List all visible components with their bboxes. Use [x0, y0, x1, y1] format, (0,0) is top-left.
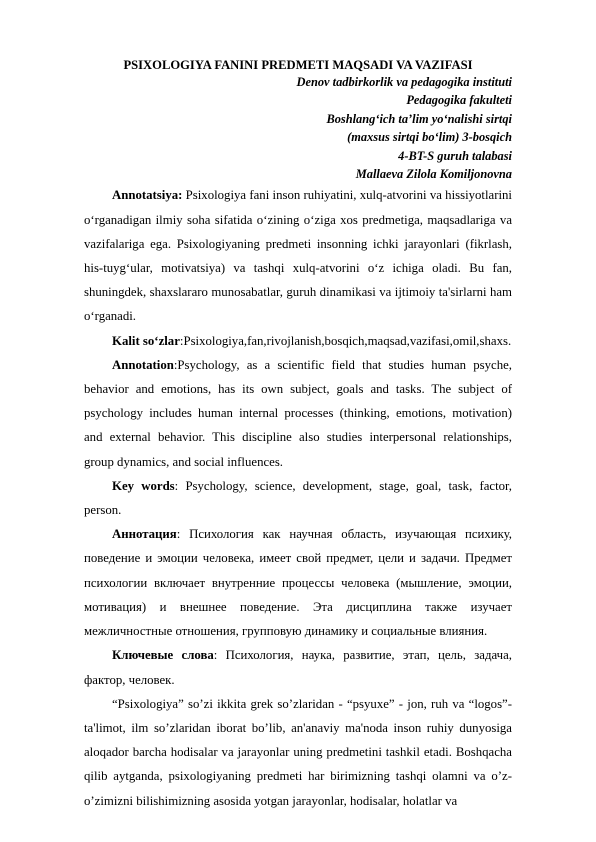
keywords-ru-label: Ключевые слова: [112, 648, 214, 663]
annotation-en-label: Annotation: [112, 357, 174, 372]
paper-title: PSIXOLOGIYA FANINI PREDMETI MAQSADI VA VAZIFASI: [123, 58, 473, 72]
author-name: Mallaeva Zilola Komiljonovna: [355, 167, 512, 182]
document-page: [84, 57, 512, 813]
annotation-en: [84, 353, 512, 474]
keywords-en-text: : Psychology, science, development, stage, goal, task, factor, person.: [84, 478, 513, 518]
keywords-ru-text: : Психология, наука, развитие, этап, цель, задача, фактор, человек.: [84, 648, 512, 687]
keywords-en: [84, 474, 512, 522]
author-stage: (maxsus sirtqi bo‘lim) 3-bosqich: [347, 130, 512, 145]
author-block: [84, 73, 512, 183]
annotation-uz-text: Psixologiya fani inson ruhiyatini, xulq-atvorini va hissiyotlarini o‘rganadigan ilmiy soha sifatida o‘zining o‘ziga xos predmetiga, maqsadlariga va vazifalariga ega. Psixologiyaning predmeti insonning ichki jarayonlari (fikrlash, his-tuyg‘ular, motivatsiya) va tashqi xulq-atvorini o‘z ichiga oladi. Bu fan, shuningdek, shaxslararo munosabatlar, guruh dinamikasi va ijtimoiy ta'sirlarni ham o‘rganadi.: [84, 188, 512, 324]
keywords-uz: [84, 329, 512, 353]
annotation-ru-text: : Психология как научная область, изучающая психику, поведение и эмоции человека, имеет свой предмет, цели и задачи. Предмет психологии включает внутренние процессы человека (мышление, эмоции, мотивация) и внешнее поведение. Эта дисциплина также изучает межличностные отношения, групповую динамику и социальные влияния.: [84, 527, 512, 639]
annotation-ru: [84, 522, 512, 643]
annotation-uz-label: Annotatsiya:: [112, 188, 183, 203]
keywords-ru: [84, 643, 512, 691]
author-program: Boshlang‘ich ta’lim yo‘nalishi sirtqi: [326, 111, 512, 126]
annotation-uz: [84, 183, 512, 328]
body-paragraph: “Psixologiya” so’zi ikkita grek so’zlaridan - “psyuxe” - jon, ruh va “logos”- ta'limot, ilm so’zlaridan iborat bo’lib, an'anaviy ma'noda inson ruhiy dunyosiga aloqador barcha hodisalar va jarayonlar uning predmetini tashkil etadi. Boshqacha qilib aytganda, psixologiyaning predmeti har birimizning tashqi olamni va o’z-o’zimizni bilishimizning asosida yotgan jarayonlar, hodisalar, holatlar va: [84, 696, 512, 808]
keywords-uz-label: Kalit so‘zlar: [112, 333, 180, 348]
author-group: 4-BT-S guruh talabasi: [398, 148, 512, 163]
keywords-uz-text: :Psixologiya,fan,rivojlanish,bosqich,maqsad,vazifasi,omil,shaxs.: [179, 333, 512, 348]
annotation-en-text: :Psychology, as a scientific field that studies human psyche, behavior and emotions, has its own subject, goals and tasks. The subject of psychology includes human internal processes (thinking, emotions, motivation) and external behavior. This discipline also studies interpersonal relationships, group dynamics, and social influences.: [84, 357, 512, 469]
annotation-ru-label: Аннотация: [112, 527, 177, 542]
author-faculty: Pedagogika fakulteti: [406, 93, 512, 108]
author-institute: Denov tadbirkorlik va pedagogika instituti: [296, 75, 512, 89]
keywords-en-label: Key words: [112, 478, 175, 493]
